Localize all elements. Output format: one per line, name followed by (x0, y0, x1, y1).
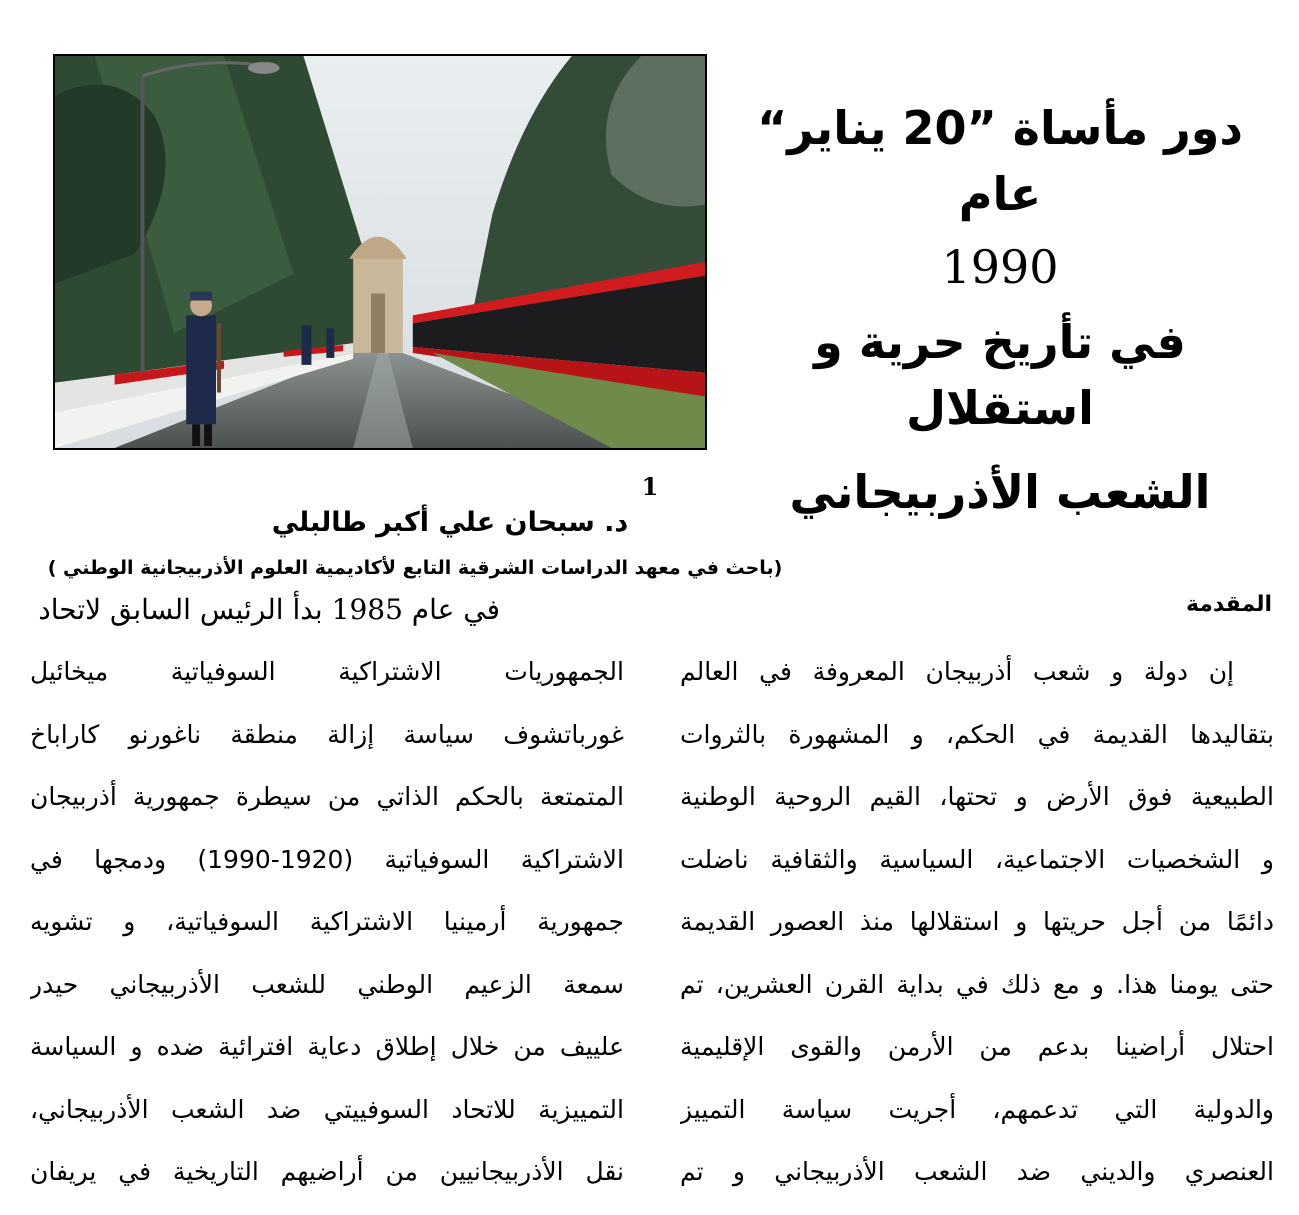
text-line: حتى يومنا هذا. و مع ذلك في بداية القرن العشرين، تم (680, 969, 1274, 999)
text-line: التمييزية للاتحاد السوفييتي ضد الشعب الأذربيجاني، (30, 1094, 624, 1124)
text-line: و الشخصيات الاجتماعية، السياسية والثقافية ناضلت (680, 844, 1274, 874)
title-line-4: الشعب الأذربيجاني (789, 465, 1211, 519)
text-line: المتمتعة بالحكم الذاتي من سيطرة جمهورية أذربيجان (30, 782, 624, 811)
text-line: العنصري والديني ضد الشعب الأذربيجاني و تم (680, 1157, 1274, 1186)
text-line: الجمهوريات الاشتراكية السوفياتية ميخائيل (30, 657, 624, 686)
title-year: 1990 (941, 240, 1059, 294)
section-heading: المقدمة (1185, 592, 1272, 617)
right-column (680, 652, 1274, 1215)
text-line: الاشتراكية السوفياتية (1920-1990) ودمجها في (30, 844, 624, 874)
text-line: نقل الأذربيجانيين من أراضيهم التاريخية في يريفان (30, 1157, 624, 1186)
author-affiliation: (باحث في معهد الدراسات الشرقية التابع لأكاديمية العلوم الأذربيجانية الوطني ) (47, 557, 783, 579)
text-line: سمعة الزعيم الوطني للشعب الأذربيجاني حيدر (30, 969, 624, 999)
text-line: دائمًا من أجل حريتها و استقلالها منذ العصور القديمة (680, 907, 1274, 936)
text-line: الطبيعية فوق الأرض و تحتها، القيم الروحية الوطنية (680, 782, 1274, 811)
text-line: والدولية التي تدعمهم، أجريت سياسة التمييز (680, 1094, 1274, 1124)
text-line: علييف من خلال إطلاق دعاية افترائية ضده و السياسة (30, 1032, 624, 1061)
text-line: إن دولة و شعب أذربيجان المعروفة في العالم (680, 657, 1234, 686)
title-line-3: في تأريخ حرية و استقلال (814, 315, 1186, 435)
text-line: جمهورية أرمينيا الاشتراكية السوفياتية، و تشويه (30, 907, 624, 936)
title-line-1: دور مأساة ”20 يناير“ عام (757, 101, 1243, 221)
text-line: احتلال أراضينا بدعم من الأرمن والقوى الإقليمية (680, 1032, 1274, 1061)
text-line: بتقاليدها القديمة في الحكم، و المشهورة بالثروات (680, 719, 1274, 749)
left-column-lead: في عام 1985 بدأ الرئيس السابق لاتحاد (38, 593, 500, 626)
author-name: د. سبحان علي أكبر طالبلي (271, 507, 629, 538)
text-line: غورباتشوف سياسة إزالة منطقة ناغورنو كاراباخ (30, 719, 624, 749)
figure-number: 1 (641, 472, 659, 501)
left-column (30, 652, 624, 1215)
article-title (730, 95, 1270, 525)
memorial-photo (53, 54, 707, 450)
